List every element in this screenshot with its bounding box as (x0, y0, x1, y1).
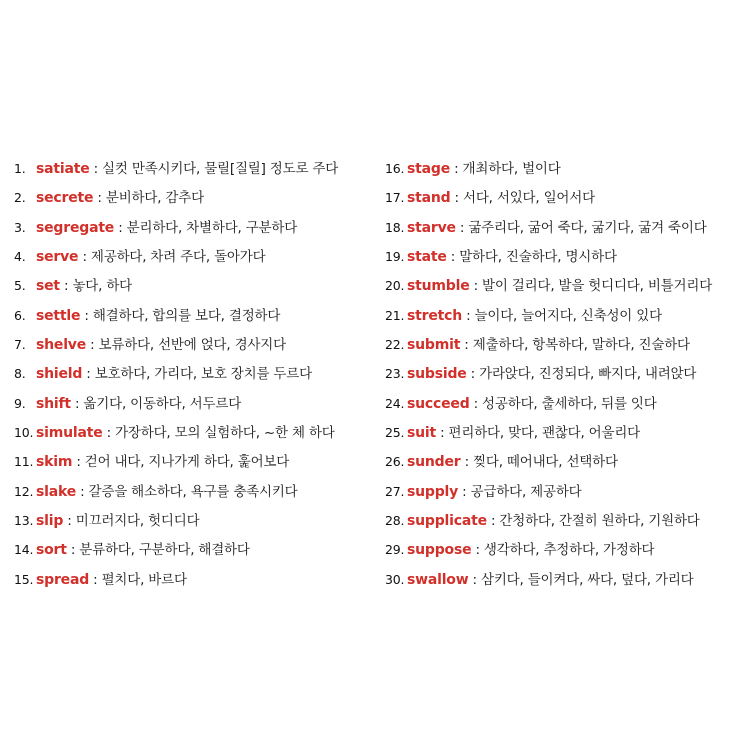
entry-meaning: 늘이다, 늘어지다, 신축성이 있다 (474, 307, 662, 324)
vocab-entry (385, 477, 745, 506)
entry-separator: : (458, 483, 471, 500)
entry-word: segregate (36, 219, 115, 236)
entry-separator: : (76, 483, 89, 500)
entry-meaning: 실컷 만족시키다, 물릴[질릴] 정도로 주다 (102, 161, 339, 177)
entry-number: 2. (14, 190, 26, 206)
entry-number: 7. (14, 336, 26, 352)
vocab-entry (385, 183, 745, 212)
entry-word: suit (407, 424, 436, 441)
entry-separator: : (63, 512, 76, 529)
vocab-entry (385, 418, 745, 447)
entry-number: 20. (385, 278, 405, 294)
entry-meaning: 말하다, 진술하다, 명시하다 (459, 248, 617, 265)
entry-word: succeed (407, 395, 470, 412)
entry-meaning: 놓다, 하다 (72, 278, 132, 295)
entry-number: 27. (385, 483, 405, 499)
vocab-entry (14, 389, 374, 418)
entry-meaning: 가라앉다, 진정되다, 빠지다, 내려앉다 (479, 366, 697, 383)
entry-separator: : (450, 190, 463, 207)
entry-number: 14. (14, 542, 34, 558)
entry-meaning: 공급하다, 제공하다 (470, 483, 582, 500)
entry-meaning: 제출하다, 항복하다, 말하다, 진술하다 (472, 336, 690, 353)
entry-word: subside (407, 366, 467, 383)
entry-number: 30. (385, 571, 405, 587)
entry-number: 1. (14, 161, 26, 176)
vocab-entry (14, 447, 374, 476)
entry-word: stretch (407, 307, 462, 324)
vocab-entry (385, 154, 745, 183)
entry-separator: : (102, 424, 116, 441)
entry-separator: : (446, 248, 460, 265)
entry-separator: : (93, 190, 106, 207)
vocab-entry (14, 154, 374, 183)
entry-word: starve (407, 219, 456, 236)
entry-separator: : (469, 395, 483, 412)
entry-separator: : (468, 571, 481, 588)
entry-separator: : (114, 219, 127, 236)
entry-separator: : (72, 454, 85, 471)
entry-number: 29. (385, 542, 405, 558)
entry-word: state (407, 248, 447, 265)
entry-meaning: 분리하다, 차별하다, 구분하다 (126, 219, 298, 236)
entry-number: 5. (14, 278, 26, 294)
vocab-entry (385, 389, 745, 418)
vocab-entry (14, 418, 374, 447)
entry-meaning: 성공하다, 출세하다, 뒤를 잇다 (482, 395, 657, 412)
vocab-entry (14, 271, 374, 300)
entry-separator: : (471, 542, 484, 559)
entry-meaning: 미끄러지다, 헛디디다 (75, 512, 200, 529)
entry-separator: : (460, 454, 474, 471)
vocab-list-left (14, 154, 374, 594)
vocab-entry (14, 477, 374, 506)
vocab-entry (14, 330, 374, 359)
vocab-entry (14, 242, 374, 271)
vocab-entry (385, 213, 745, 242)
vocab-entry (14, 565, 374, 594)
entry-number: 10. (14, 424, 34, 440)
vocab-entry (385, 242, 745, 271)
entry-meaning: 옮기다, 이동하다, 서두르다 (83, 395, 242, 412)
entry-number: 8. (14, 366, 26, 382)
entry-word: slip (36, 512, 64, 529)
vocab-entry (14, 359, 374, 388)
vocab-entry (14, 506, 374, 535)
vocab-entry (385, 301, 745, 330)
entry-separator: : (89, 161, 103, 177)
vocab-list-right (385, 154, 745, 594)
entry-word: stand (407, 190, 451, 207)
entry-separator: : (486, 512, 500, 529)
entry-number: 21. (385, 307, 405, 323)
entry-meaning: 간청하다, 간절히 원하다, 기원하다 (499, 512, 700, 529)
vocab-entry (385, 535, 745, 564)
vocab-entry (385, 359, 745, 388)
entry-meaning: 삼키다, 들이켜다, 싸다, 덮다, 가리다 (481, 571, 694, 588)
entry-number: 4. (14, 248, 26, 264)
entry-separator: : (66, 542, 80, 559)
entry-word: supplicate (407, 512, 487, 529)
entry-number: 13. (14, 512, 34, 528)
entry-number: 19. (385, 248, 405, 264)
entry-meaning: 굶주리다, 굶어 죽다, 굶기다, 굶겨 죽이다 (468, 219, 707, 236)
entry-number: 26. (385, 454, 405, 470)
entry-number: 16. (385, 161, 405, 176)
entry-number: 24. (385, 395, 405, 411)
entry-word: slake (36, 483, 77, 500)
entry-word: stage (407, 161, 450, 177)
entry-separator: : (78, 248, 91, 265)
vocab-entry (385, 271, 745, 300)
entry-word: settle (36, 307, 81, 324)
entry-word: serve (36, 248, 79, 265)
entry-separator: : (82, 366, 95, 383)
entry-word: spread (36, 571, 90, 588)
entry-separator: : (59, 278, 73, 295)
entry-word: stumble (407, 278, 470, 295)
entry-separator: : (460, 336, 473, 353)
entry-separator: : (436, 424, 449, 441)
entry-separator: : (461, 307, 475, 324)
entry-number: 11. (14, 454, 34, 470)
entry-word: supply (407, 483, 459, 500)
entry-meaning: 찢다, 떼어내다, 선택하다 (473, 454, 618, 471)
entry-word: shelve (36, 336, 87, 353)
vocab-entry (385, 447, 745, 476)
entry-word: sunder (407, 454, 461, 471)
entry-word: set (36, 278, 60, 295)
entry-meaning: 편리하다, 맞다, 괜찮다, 어울리다 (448, 424, 641, 441)
entry-word: skim (36, 454, 73, 471)
entry-meaning: 가장하다, 모의 실험하다, ~한 체 하다 (115, 424, 335, 441)
entry-meaning: 해결하다, 합의를 보다, 결정하다 (92, 307, 281, 324)
entry-number: 18. (385, 219, 405, 235)
entry-word: sort (36, 542, 67, 559)
entry-meaning: 보류하다, 선반에 얹다, 경사지다 (98, 336, 286, 353)
entry-number: 25. (385, 424, 405, 440)
vocab-entry (14, 213, 374, 242)
entry-separator: : (80, 307, 93, 324)
entry-number: 9. (14, 395, 26, 411)
entry-word: submit (407, 336, 461, 353)
entry-meaning: 분류하다, 구분하다, 해결하다 (79, 542, 250, 559)
entry-meaning: 분비하다, 감추다 (105, 190, 204, 207)
vocab-entry (385, 506, 745, 535)
entry-meaning: 발이 걸리다, 발을 헛디디다, 비틀거리다 (482, 278, 713, 295)
entry-word: secrete (36, 190, 94, 207)
entry-word: shield (36, 366, 83, 383)
entry-number: 23. (385, 366, 405, 382)
vocab-entry (14, 301, 374, 330)
entry-word: simulate (36, 424, 103, 441)
entry-separator: : (469, 278, 483, 295)
entry-number: 22. (385, 336, 405, 352)
vocab-entry (14, 535, 374, 564)
entry-meaning: 보호하다, 가리다, 보호 장치를 두르다 (94, 366, 312, 383)
entry-word: shift (36, 395, 71, 412)
vocab-entry (14, 183, 374, 212)
entry-meaning: 걷어 내다, 지나가게 하다, 훑어보다 (84, 454, 290, 471)
entry-number: 6. (14, 307, 26, 323)
entry-separator: : (86, 336, 99, 353)
entry-meaning: 서다, 서있다, 일어서다 (463, 190, 595, 207)
entry-number: 28. (385, 512, 405, 528)
entry-separator: : (70, 395, 84, 412)
entry-word: swallow (407, 571, 469, 588)
entry-separator: : (450, 161, 463, 177)
entry-meaning: 제공하다, 차려 주다, 돌아가다 (90, 248, 266, 265)
entry-meaning: 갈증을 해소하다, 욕구를 충족시키다 (88, 483, 298, 500)
entry-number: 3. (14, 219, 26, 235)
entry-word: suppose (407, 542, 472, 559)
entry-separator: : (89, 571, 102, 588)
entry-separator: : (466, 366, 480, 383)
entry-meaning: 개최하다, 벌이다 (462, 161, 561, 177)
entry-number: 17. (385, 190, 405, 206)
entry-meaning: 펼치다, 바르다 (101, 571, 187, 588)
vocab-entry (385, 565, 745, 594)
vocab-entry (385, 330, 745, 359)
entry-meaning: 생각하다, 추정하다, 가정하다 (483, 542, 655, 559)
entry-number: 12. (14, 483, 34, 499)
entry-word: satiate (36, 161, 90, 177)
entry-separator: : (455, 219, 469, 236)
entry-number: 15. (14, 571, 34, 587)
